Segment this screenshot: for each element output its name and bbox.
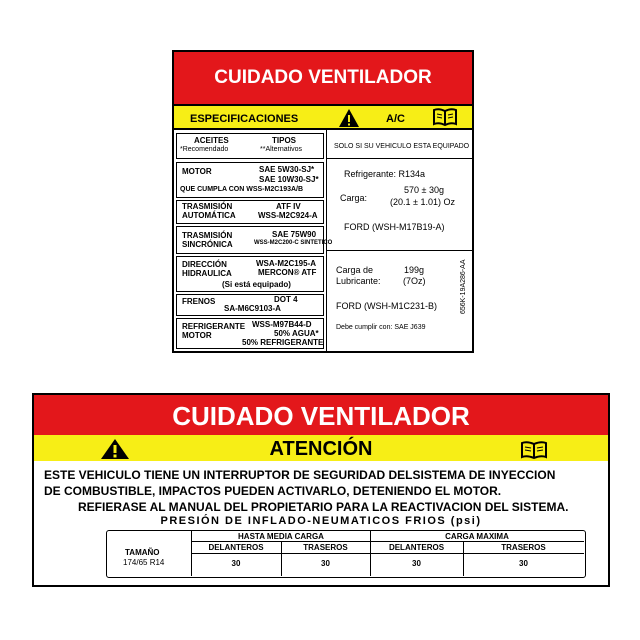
size-value: 174/65 R14 bbox=[123, 558, 165, 567]
pressure-value: 30 bbox=[519, 559, 528, 568]
sync-trans-v2: WSS-M2C200-C SINTETICO bbox=[254, 240, 333, 246]
brakes-v1: DOT 4 bbox=[274, 295, 298, 304]
charge-label: Carga: bbox=[340, 193, 368, 203]
open-book-icon bbox=[520, 440, 548, 460]
direction-name1: DIRECCIÓN bbox=[182, 260, 227, 269]
charge-value-grams: 570 ± 30g bbox=[404, 185, 444, 195]
sync-trans-name1: TRASMISIÓN bbox=[182, 231, 233, 240]
motor-v3: QUE CUMPLA CON WSS-M2C193A/B bbox=[180, 186, 304, 193]
header-front-2: DELANTEROS bbox=[388, 543, 445, 552]
pressure-title: PRESIÓN DE INFLADO-NEUMATICOS FRIOS (psi) bbox=[160, 515, 482, 527]
coolant-name1: REFRIGERANTE bbox=[182, 322, 246, 331]
ac-note-divider bbox=[326, 158, 472, 159]
ac-specs-panel bbox=[326, 130, 472, 351]
lubricant-grams: 199g bbox=[404, 265, 425, 275]
table-divider bbox=[191, 541, 584, 542]
part-number: 656K-19A286-AA bbox=[460, 259, 467, 314]
top-label bbox=[172, 50, 474, 353]
attention-title: ATENCIÓN bbox=[269, 438, 373, 460]
direction-v2: MERCON® ATF bbox=[258, 268, 317, 277]
pressure-value: 30 bbox=[412, 559, 421, 568]
header-col1: ACEITES bbox=[194, 136, 229, 145]
header-rear-2: TRASEROS bbox=[501, 543, 546, 552]
charge-value-oz: (20.1 ± 1.01) Oz bbox=[390, 197, 455, 207]
auto-trans-name1: TRASMISIÓN bbox=[182, 202, 233, 211]
lubricant-oz: (7Oz) bbox=[403, 276, 426, 286]
top-title: CUIDADO VENTILADOR bbox=[214, 67, 432, 88]
sae-compliance: Debe cumplir con: SAE J639 bbox=[336, 324, 426, 331]
coolant-v3: 50% REFRIGERANTE bbox=[242, 338, 324, 347]
warning-line-2: DE COMBUSTIBLE, IMPACTOS PUEDEN ACTIVARLO, DETENIENDO EL MOTOR. bbox=[44, 484, 502, 498]
motor-v2: SAE 10W30-SJ* bbox=[259, 175, 319, 184]
sync-trans-v1: SAE 75W90 bbox=[272, 230, 317, 239]
header-col2: TIPOS bbox=[272, 136, 297, 145]
brakes-v2: SA-M6C9103-A bbox=[224, 304, 281, 313]
coolant-v1: WSS-M97B44-D bbox=[252, 320, 312, 329]
pressure-value: 30 bbox=[231, 559, 241, 568]
warning-line-1: ESTE VEHICULO TIENE UN INTERRUPTOR DE SEGURIDAD DELSISTEMA DE INYECCION bbox=[44, 468, 556, 482]
direction-name2: HIDRAULICA bbox=[182, 269, 232, 278]
size-label: TAMAÑO bbox=[125, 548, 160, 557]
auto-trans-v1: ATF IV bbox=[276, 202, 301, 211]
bottom-title: CUIDADO VENTILADOR bbox=[172, 401, 470, 431]
warning-line-3: REFIERASE AL MANUAL DEL PROPIETARIO PARA LA REACTIVACION DEL SISTEMA. bbox=[78, 500, 569, 514]
direction-v1: WSA-M2C195-A bbox=[256, 259, 317, 268]
coolant-v2: 50% AGUA* bbox=[274, 329, 319, 338]
sync-trans-name2: SINCRÓNICA bbox=[182, 240, 233, 249]
ac-note: SOLO SI SU VEHICULO ESTA EQUIPADO bbox=[334, 143, 470, 150]
spec-label: ESPECIFICACIONES bbox=[190, 113, 299, 125]
open-book-icon bbox=[432, 107, 458, 127]
tire-pressure-table bbox=[106, 530, 586, 578]
lubricant-divider bbox=[326, 250, 472, 251]
header-col1-sub: *Recomendado bbox=[180, 146, 229, 153]
group-half-load: HASTA MEDIA CARGA bbox=[238, 532, 324, 541]
brakes-name: FRENOS bbox=[182, 297, 216, 306]
motor-v1: SAE 5W30-SJ* bbox=[259, 165, 315, 174]
refrigerant-type: Refrigerante: R134a bbox=[344, 169, 426, 179]
ac-label: A/C bbox=[386, 113, 405, 125]
group-max-load: CARGA MAXIMA bbox=[445, 532, 509, 541]
bottom-label bbox=[32, 393, 610, 587]
table-divider bbox=[191, 553, 584, 554]
header-col2-sub: **Alternativos bbox=[260, 146, 303, 153]
header-rear-1: TRASEROS bbox=[303, 543, 348, 552]
lubricant-label1: Carga de bbox=[336, 265, 374, 275]
warning-triangle-icon bbox=[338, 108, 360, 128]
coolant-name2: MOTOR bbox=[182, 331, 212, 340]
lubricant-label2: Lubricante: bbox=[336, 276, 381, 286]
motor-name: MOTOR bbox=[182, 167, 212, 176]
header-front-1: DELANTEROS bbox=[208, 543, 264, 552]
ford-spec-refrigerant: FORD (WSH-M17B19-A) bbox=[344, 222, 445, 232]
pressure-value: 30 bbox=[321, 559, 330, 568]
auto-trans-v2: WSS-M2C924-A bbox=[258, 211, 318, 220]
ford-spec-lubricant: FORD (WSH-M1C231-B) bbox=[336, 301, 438, 311]
direction-v3: (Si está equipado) bbox=[222, 280, 291, 289]
auto-trans-name2: AUTOMÁTICA bbox=[182, 211, 236, 220]
